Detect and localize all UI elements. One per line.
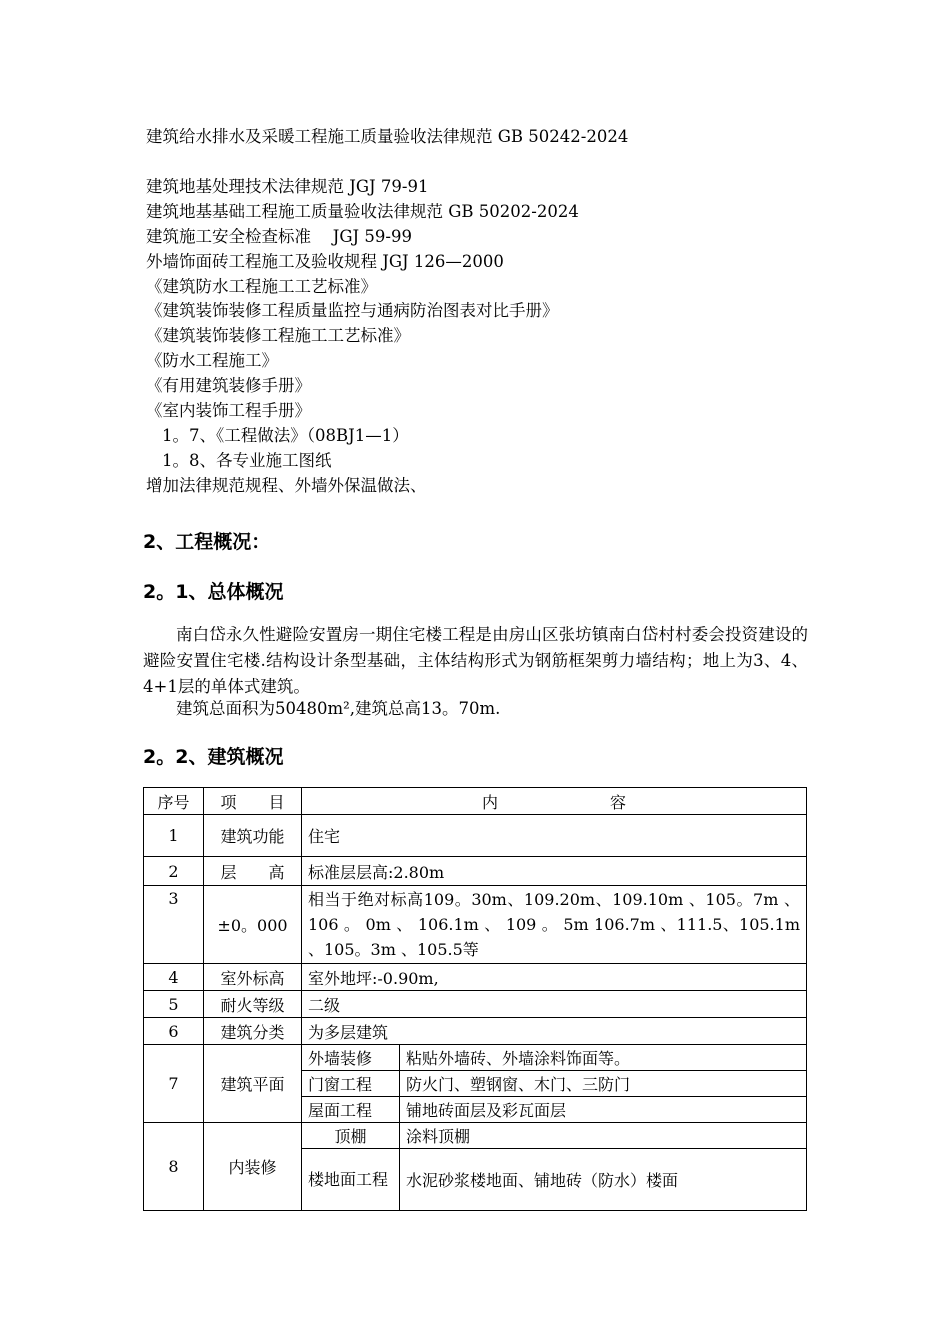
ref-line: 增加法律规范规程、外墙外保温做法、	[146, 476, 427, 495]
table-cell: 1	[144, 815, 204, 857]
section-heading: 2、工程概况：	[143, 531, 271, 553]
table-row	[144, 886, 807, 964]
table-cell: 标准层层高:2.80m	[302, 857, 807, 886]
ref-line: 建筑施工安全检查标准 JGJ 59-99	[146, 227, 412, 246]
table-cell: 层 高	[204, 857, 302, 886]
table-cell: ±0。000	[204, 886, 302, 964]
table-cell: 为多层建筑	[302, 1018, 807, 1045]
ref-line: 《建筑防水工程施工工艺标准》	[146, 277, 377, 296]
table-row	[144, 964, 807, 991]
header-cell: 项 目	[204, 788, 302, 815]
table-cell: 6	[144, 1018, 204, 1045]
ref-line: 建筑地基基础工程施工质量验收法律规范 GB 50202-2024	[146, 202, 579, 221]
ref-line: 1。7、《工程做法》（08BJ1—1）	[162, 426, 409, 445]
table-cell: 粘贴外墙砖、外墙涂料饰面等。	[400, 1045, 807, 1071]
table-cell: 建筑分类	[204, 1018, 302, 1045]
table-cell: 室外地坪:-0.90m,	[302, 964, 807, 991]
table-cell: 门窗工程	[302, 1071, 400, 1097]
ref-line: 建筑地基处理技术法律规范 JGJ 79-91	[146, 177, 429, 196]
ref-line: 建筑给水排水及采暖工程施工质量验收法律规范 GB 50242-2024	[146, 127, 629, 146]
ref-line: 《防水工程施工》	[146, 351, 278, 370]
ref-line: 外墙饰面砖工程施工及验收规程 JGJ 126—2000	[146, 252, 504, 271]
table-row	[144, 815, 807, 857]
table-cell: 7	[144, 1045, 204, 1123]
table-cell: 涂料顶棚	[400, 1123, 807, 1149]
table-row	[144, 1018, 807, 1045]
overview-paragraph: 建筑总面积为50480m²,建筑总高13。70m.	[176, 699, 501, 718]
table-cell: 防火门、塑钢窗、木门、三防门	[400, 1071, 807, 1097]
table-cell: 4	[144, 964, 204, 991]
header-cell: 内 容	[302, 788, 807, 815]
ref-line: 《建筑装饰装修工程施工工艺标准》	[146, 326, 410, 345]
table-cell: 相当于绝对标高109。30m、109.20m、109.10m 、105。7m 、 106 。 0m 、 106.1m 、 109 。 5m 106.7m 、111.5、105.1m 、105。3m 、105.5等	[302, 886, 807, 964]
ref-line: 《有用建筑装修手册》	[146, 376, 311, 395]
table-cell: 2	[144, 857, 204, 886]
ref-line: 《室内装饰工程手册》	[146, 401, 311, 420]
table-cell: 室外标高	[204, 964, 302, 991]
building-overview-table	[143, 787, 807, 1211]
table-cell: 外墙装修	[302, 1045, 400, 1071]
table-cell: 顶棚	[302, 1123, 400, 1149]
table-cell: 建筑平面	[204, 1045, 302, 1123]
table-row	[144, 1045, 807, 1071]
table-cell: 内装修	[204, 1123, 302, 1211]
subsection-heading: 2。1、总体概况	[143, 581, 284, 603]
table-cell: 3	[144, 886, 204, 964]
ref-line: 《建筑装饰装修工程质量监控与通病防治图表对比手册》	[146, 301, 559, 320]
table-row	[144, 991, 807, 1018]
table-cell: 屋面工程	[302, 1097, 400, 1123]
table-row	[144, 857, 807, 886]
table-row	[144, 1123, 807, 1149]
table-cell: 水泥砂浆楼地面、铺地砖（防水）楼面	[400, 1149, 807, 1211]
overview-paragraph: 南白岱永久性避险安置房一期住宅楼工程是由房山区张坊镇南白岱村村委会投资建设的避险安置住宅楼.结构设计条型基础，主体结构形式为钢筋框架剪力墙结构；地上为3、4、4+1层的单体式建筑。	[143, 625, 808, 696]
table-cell: 楼地面工程	[302, 1149, 400, 1211]
header-cell: 序号	[144, 788, 204, 815]
table-header-row	[144, 788, 807, 815]
table-cell: 住宅	[302, 815, 807, 857]
table-cell: 5	[144, 991, 204, 1018]
table-cell: 二级	[302, 991, 807, 1018]
table-cell: 耐火等级	[204, 991, 302, 1018]
ref-line: 1。8、各专业施工图纸	[162, 451, 332, 470]
subsection-heading: 2。2、建筑概况	[143, 746, 284, 768]
table-cell: 建筑功能	[204, 815, 302, 857]
table-cell: 铺地砖面层及彩瓦面层	[400, 1097, 807, 1123]
table-cell: 8	[144, 1123, 204, 1211]
